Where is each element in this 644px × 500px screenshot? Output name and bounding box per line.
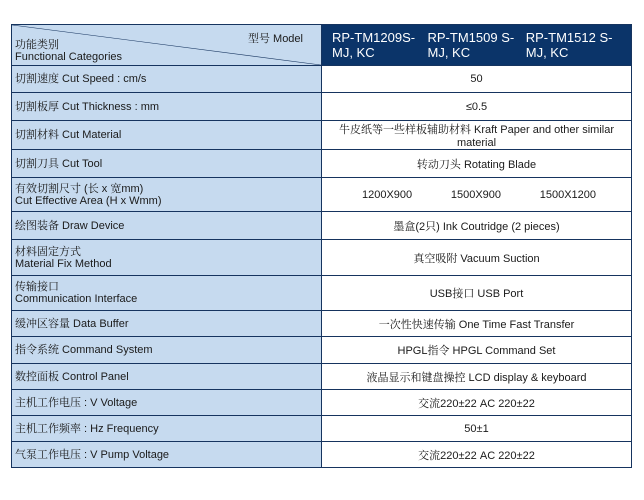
spec-label: 切割板厚 Cut Thickness : mm	[12, 93, 322, 121]
spec-row	[12, 390, 632, 416]
spec-row	[12, 240, 632, 276]
spec-value: 交流220±22 AC 220±22	[322, 390, 632, 416]
header-row	[12, 25, 632, 66]
category-label-cn: 功能类别	[15, 39, 59, 51]
spec-value: 液晶显示和键盘操控 LCD display & keyboard	[322, 364, 632, 390]
spec-label: 切割材料 Cut Material	[12, 121, 322, 150]
category-label-en: Functional Categories	[15, 51, 123, 63]
cut-area-value: 1500X900	[450, 188, 502, 201]
spec-value: 真空吸附 Vacuum Suction	[322, 240, 632, 276]
spec-label: 切割速度 Cut Speed : cm/s	[12, 66, 322, 93]
spec-label: 主机工作电压 : V Voltage	[12, 390, 322, 416]
spec-label: 主机工作频率 : Hz Frequency	[12, 416, 322, 442]
spec-value: 50	[322, 66, 632, 93]
spec-label: 缓冲区容量 Data Buffer	[12, 311, 322, 337]
spec-row	[12, 150, 632, 178]
spec-label: 传输接口 Communication Interface	[12, 276, 322, 311]
header-category-cell	[12, 25, 322, 66]
spec-value: 牛皮纸等一些样板辅助材料 Kraft Paper and other similar material	[322, 121, 632, 150]
spec-row	[12, 276, 632, 311]
spec-row	[12, 364, 632, 390]
spec-row	[12, 311, 632, 337]
spec-label: 绘图装备 Draw Device	[12, 212, 322, 240]
spec-label: 气泵工作电压 : V Pump Voltage	[12, 442, 322, 468]
category-label	[15, 39, 122, 63]
spec-row	[12, 178, 632, 212]
spec-row	[12, 66, 632, 93]
spec-label: 指令系统 Command System	[12, 337, 322, 364]
spec-value: 转动刀头 Rotating Blade	[322, 150, 632, 178]
spec-value: 50±1	[322, 416, 632, 442]
spec-value: 交流220±22 AC 220±22	[322, 442, 632, 468]
spec-label: 数控面板 Control Panel	[12, 364, 322, 390]
model-name: RP-TM1512 S-MJ, KC	[525, 30, 613, 60]
spec-row	[12, 212, 632, 240]
cut-area-value: 1500X1200	[539, 188, 596, 201]
spec-label: 切割刀具 Cut Tool	[12, 150, 322, 178]
spec-label: 材料固定方式 Material Fix Method	[12, 240, 322, 276]
spec-value: HPGL指令 HPGL Command Set	[322, 337, 632, 364]
model-label: 型号 Model	[247, 33, 303, 45]
spec-label: 有效切割尺寸 (长 x 宽mm) Cut Effective Area (H x Wmm)	[12, 178, 322, 212]
spec-value: USB接口 USB Port	[322, 276, 632, 311]
spec-value: ≤0.5	[322, 93, 632, 121]
model-name: RP-TM1209S-MJ, KC	[332, 30, 416, 60]
spec-value	[322, 178, 632, 212]
spec-table	[11, 24, 632, 468]
spec-row	[12, 442, 632, 468]
header-models-cell	[322, 25, 632, 66]
model-name: RP-TM1509 S-MJ, KC	[427, 30, 515, 60]
spec-row	[12, 416, 632, 442]
spec-value: 一次性快速传输 One Time Fast Transfer	[322, 311, 632, 337]
spec-value: 墨盒(2只) Ink Coutridge (2 pieces)	[322, 212, 632, 240]
spec-row	[12, 337, 632, 364]
spec-row	[12, 93, 632, 121]
cut-area-value: 1200X900	[362, 188, 413, 201]
spec-row	[12, 121, 632, 150]
